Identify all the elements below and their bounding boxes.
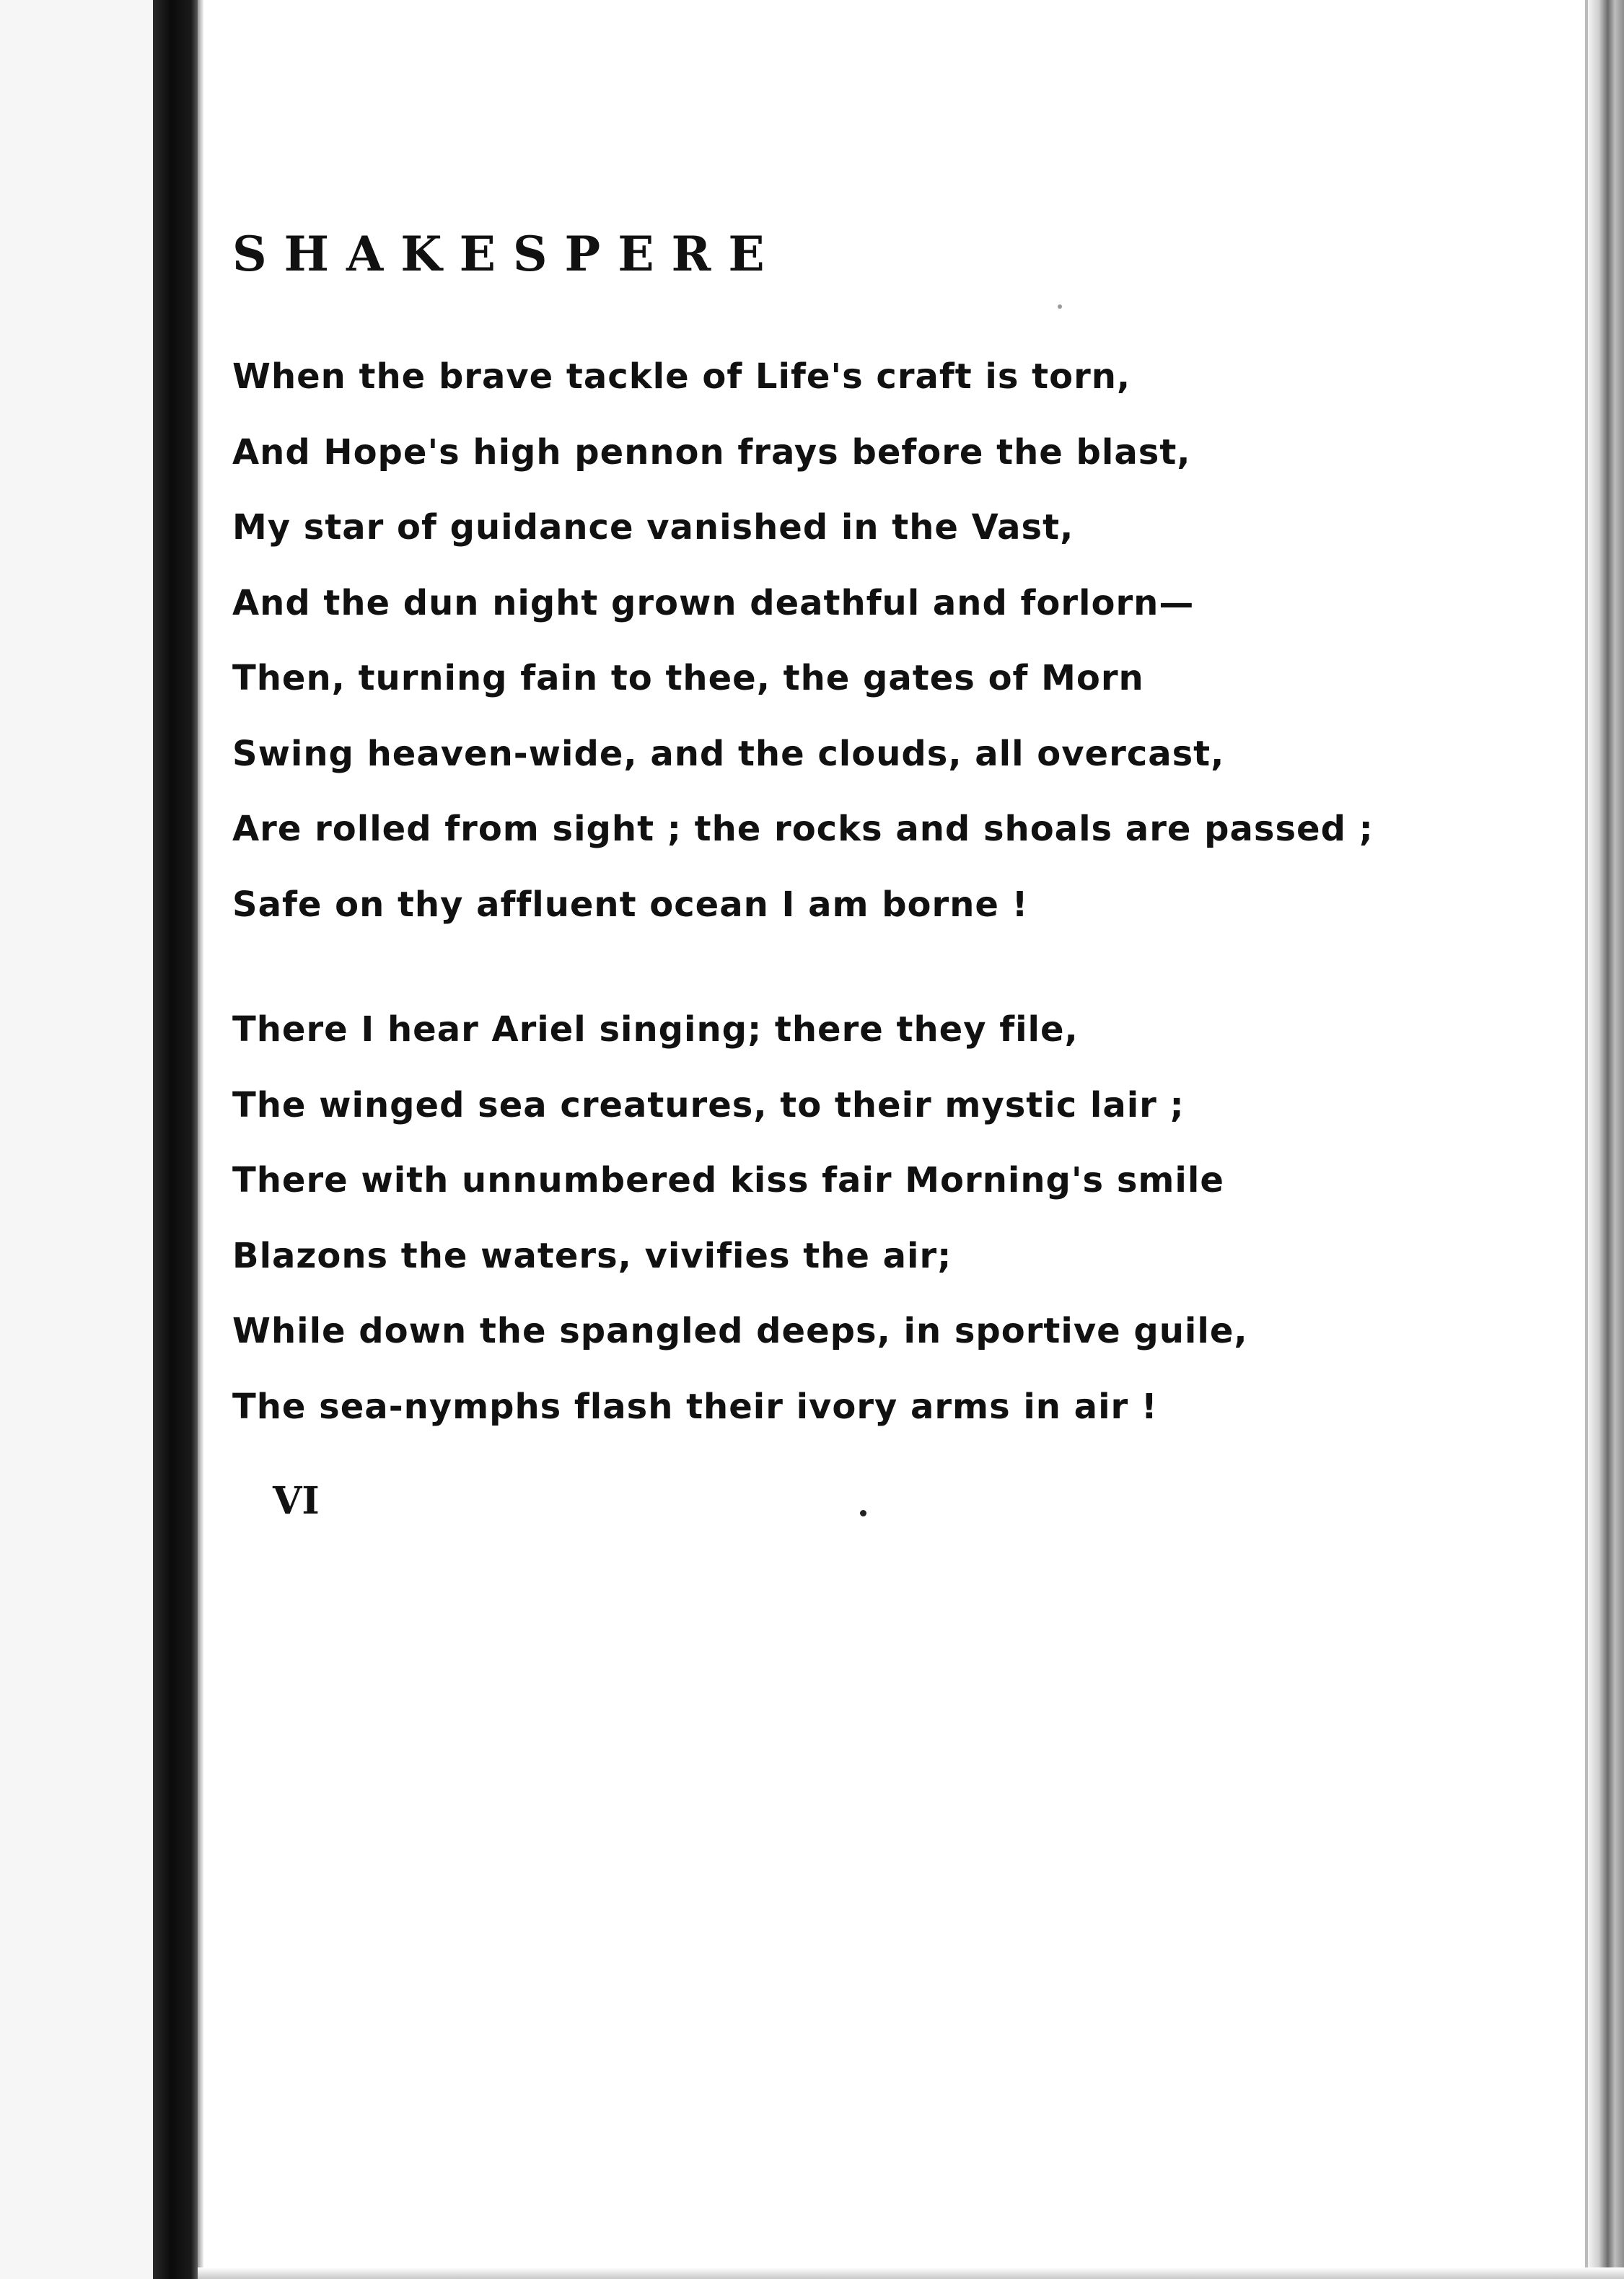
poem-line: Then, turning fain to thee, the gates of Morn (232, 658, 1144, 698)
poem-line: And the dun night grown deathful and forlorn— (232, 582, 1195, 623)
stanza-2 (232, 1001, 1248, 1453)
poem-line: Blazons the waters, vivifies the air; (232, 1235, 952, 1276)
poem-line: Are rolled from sight ; the rocks and shoals are passed ; (232, 809, 1374, 849)
section-number: VI (273, 1479, 320, 1523)
poem-line: The winged sea creatures, to their mystic lair ; (232, 1084, 1185, 1125)
poem-line: There with unnumbered kiss fair Morning's smile (232, 1160, 1224, 1200)
facing-page-edge (0, 0, 153, 2279)
print-speck (860, 1510, 866, 1516)
bottom-page-edge (198, 2267, 1624, 2279)
right-page-edge (1588, 0, 1624, 2279)
poem-title: SHAKESPERE (232, 226, 782, 282)
poem-line: When the brave tackle of Life's craft is torn, (232, 356, 1131, 397)
print-speck (1058, 304, 1062, 309)
gutter-edge (198, 0, 203, 2279)
poem-line: Swing heaven-wide, and the clouds, all overcast, (232, 733, 1225, 774)
poem-line: My star of guidance vanished in the Vast, (232, 507, 1074, 548)
stanza-1 (232, 348, 1374, 951)
poem-line: While down the spangled deeps, in sportive guile, (232, 1311, 1248, 1351)
binding-gutter (153, 0, 198, 2279)
poem-line: The sea-nymphs flash their ivory arms in air ! (232, 1386, 1158, 1427)
poem-line: Safe on thy affluent ocean I am borne ! (232, 884, 1029, 925)
poem-line: And Hope's high pennon frays before the blast, (232, 431, 1191, 473)
poem-line: There I hear Ariel singing; there they file, (232, 1009, 1079, 1050)
